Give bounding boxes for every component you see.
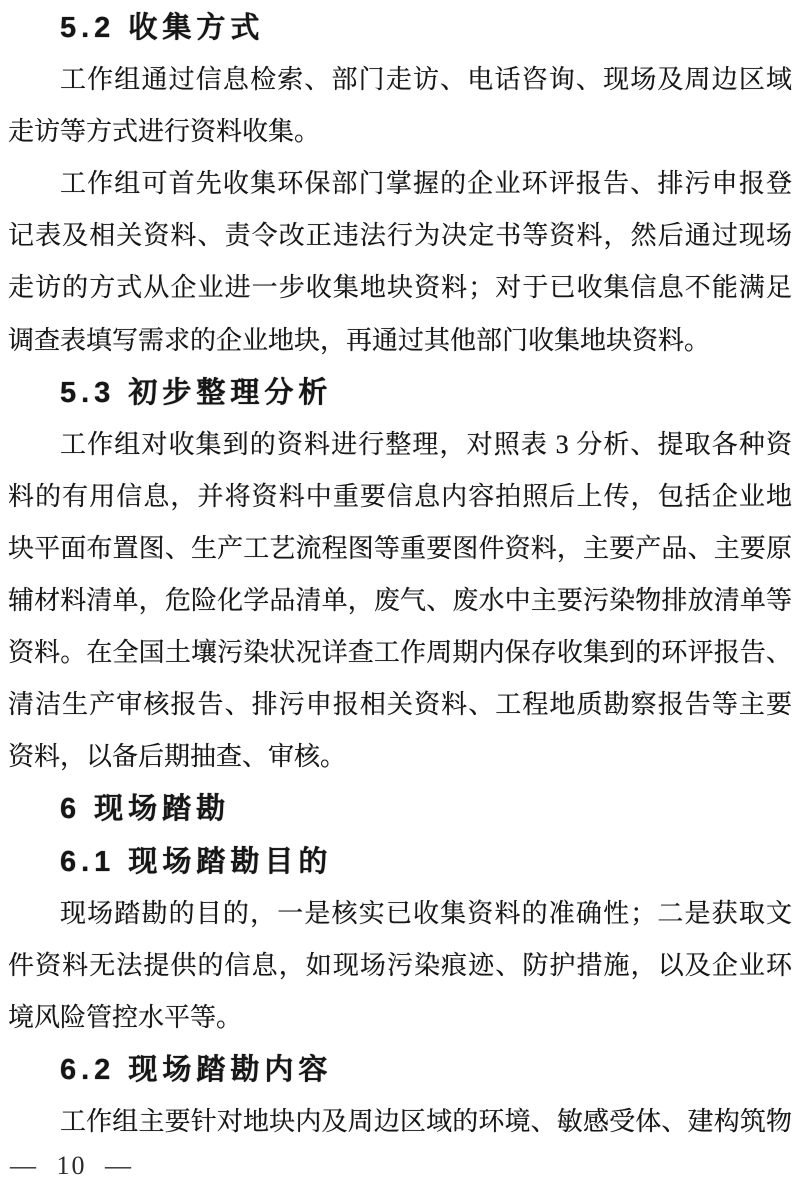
text-line: 清洁生产审核报告、排污申报相关资料、工程地质勘察报告等主要 — [8, 690, 792, 720]
section-heading: 5.2 收集方式 — [60, 12, 265, 44]
text-line: 境风险管控水平等。 — [8, 1002, 243, 1032]
document-body — [8, 2, 792, 1148]
text-line: 现场踏勘的目的，一是核实已收集资料的准确性；二是获取文 — [60, 898, 792, 928]
section-heading: 6 现场踏勘 — [60, 793, 231, 826]
text-line: 资料。在全国土壤污染状况详查工作周期内保存收集到的环评报告、 — [8, 638, 792, 668]
section-heading: 5.3 初步整理分析 — [60, 376, 333, 409]
text-line: 资料，以备后期抽查、审核。 — [8, 742, 347, 772]
text-line: 工作组可首先收集环保部门掌握的企业环评报告、排污申报登 — [60, 169, 792, 199]
text-line: 辅材料清单，危险化学品清单，废气、废水中主要污染物排放清单等 — [8, 586, 792, 616]
text-line: 件资料无法提供的信息，如现场污染痕迹、防护措施，以及企业环 — [8, 950, 792, 980]
text-line: 调查表填写需求的企业地块，再通过其他部门收集地块资料。 — [8, 325, 711, 355]
text-line: 走访的方式从企业进一步收集地块资料；对于已收集信息不能满足 — [8, 273, 792, 303]
text-line: 工作组主要针对地块内及周边区域的环境、敏感受体、建构筑物 — [60, 1106, 792, 1136]
text-line: 料的有用信息，并将资料中重要信息内容拍照后上传，包括企业地 — [8, 481, 792, 511]
text-line: 工作组对收集到的资料进行整理，对照表 3 分析、提取各种资 — [60, 429, 792, 459]
page-number: — 10 — — [10, 1151, 133, 1180]
section-heading: 6.2 现场踏勘内容 — [60, 1053, 333, 1086]
text-line: 记表及相关资料、责令改正违法行为决定书等资料，然后通过现场 — [8, 221, 792, 251]
page-footer — [10, 1146, 133, 1186]
section-heading: 6.1 现场踏勘目的 — [60, 845, 333, 878]
text-line: 工作组通过信息检索、部门走访、电话咨询、现场及周边区域 — [60, 65, 792, 95]
text-line: 块平面布置图、生产工艺流程图等重要图件资料，主要产品、主要原 — [8, 533, 792, 563]
text-line: 走访等方式进行资料收集。 — [8, 117, 321, 147]
